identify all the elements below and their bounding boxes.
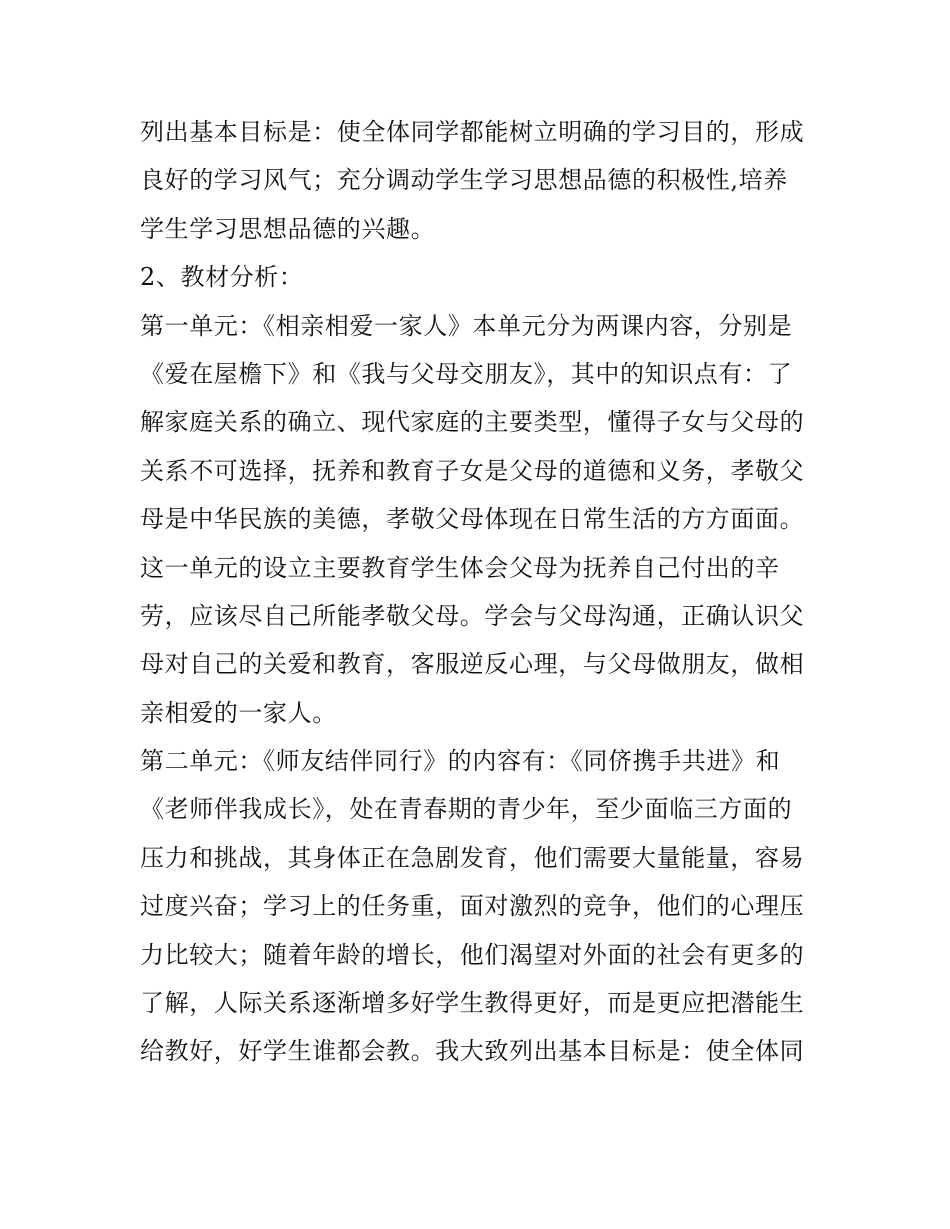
text-line: 列出基本目标是：使全体同学都能树立明确的学习目的，形成 bbox=[140, 118, 805, 146]
text-line: 了解，人际关系逐渐增多好学生教得更好，而是更应把潜能生 bbox=[140, 989, 805, 1018]
text-line: 过度兴奋；学习上的任务重，面对激烈的竞争，他们的心理压 bbox=[140, 892, 805, 921]
document-body bbox=[140, 108, 816, 1076]
text-line: 劳，应该尽自己所能孝敬父母。学会与父母沟通，正确认识父 bbox=[140, 601, 805, 630]
text-line: 母是中华民族的美德，孝敬父母体现在日常生活的方方面面。 bbox=[140, 505, 805, 534]
text-line: 亲相爱的一家人。 bbox=[140, 698, 337, 727]
section-heading: 2、教材分析： bbox=[140, 263, 304, 292]
text-line: 《老师伴我成长》，处在青春期的青少年，至少面临三方面的 bbox=[140, 795, 793, 824]
text-line: 良好的学习风气；充分调动学生学习思想品德的积极性,培养 bbox=[140, 166, 788, 195]
text-line: 解家庭关系的确立、现代家庭的主要类型，懂得子女与父母的 bbox=[140, 408, 805, 437]
text-line: 力比较大；随着年龄的增长，他们渴望对外面的社会有更多的 bbox=[140, 940, 805, 969]
text-line: 《爱在屋檐下》和《我与父母交朋友》，其中的知识点有：了 bbox=[140, 359, 793, 388]
text-line: 压力和挑战，其身体正在急剧发育，他们需要大量能量，容易 bbox=[140, 843, 805, 872]
text-line: 给教好，好学生谁都会教。我大致列出基本目标是：使全体同 bbox=[140, 1037, 805, 1066]
text-line: 第一单元：《相亲相爱一家人》本单元分为两课内容，分别是 bbox=[140, 311, 793, 340]
text-line: 关系不可选择，抚养和教育子女是父母的道德和义务，孝敬父 bbox=[140, 456, 805, 485]
text-line: 第二单元：《师友结伴同行》的内容有：《同侪携手共进》和 bbox=[140, 747, 781, 776]
text-line: 学生学习思想品德的兴趣。 bbox=[140, 214, 436, 243]
text-line: 母对自己的关爱和教育，客服逆反心理，与父母做朋友，做相 bbox=[140, 650, 805, 679]
text-line: 这一单元的设立主要教育学生体会父母为抚养自己付出的辛 bbox=[140, 553, 780, 582]
